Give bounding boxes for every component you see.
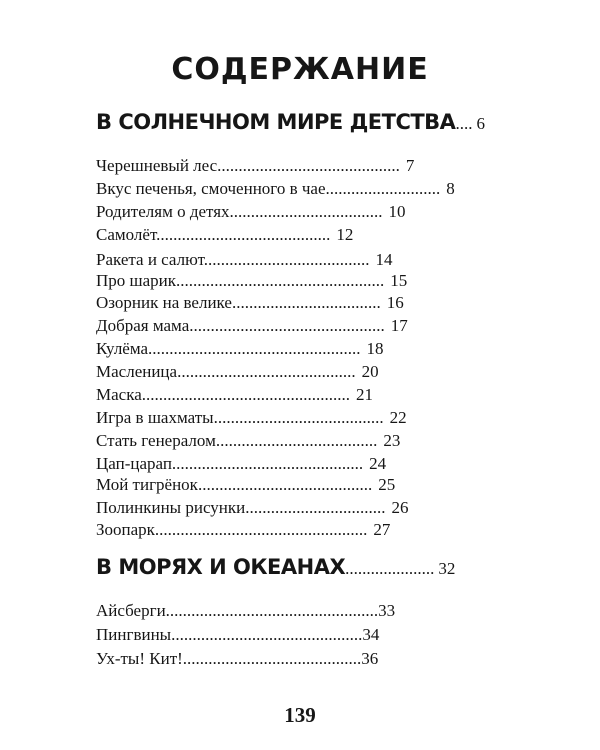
toc-entry[interactable]: [96, 201, 406, 223]
entry-page: 21: [356, 385, 374, 404]
dot-leader: .........................................: [156, 225, 331, 244]
toc-entry[interactable]: [96, 384, 373, 406]
entry-page: 33: [378, 601, 396, 620]
entry-page: 25: [378, 475, 396, 494]
entry-title: Пингвины: [96, 625, 172, 644]
entry-title: Зоопарк: [96, 520, 155, 539]
entry-page: 20: [361, 362, 379, 381]
section-page: 32: [438, 559, 456, 578]
toc-entry[interactable]: [96, 624, 379, 646]
toc-entry[interactable]: [96, 519, 390, 541]
entry-title: Ух-ты! Кит!: [96, 649, 183, 668]
toc-entry[interactable]: [96, 178, 455, 200]
dot-leader: .................................................: [176, 271, 385, 290]
entry-title: Мой тигрёнок: [96, 475, 198, 494]
entry-page: 8: [446, 179, 455, 198]
dot-leader: ..................................................: [148, 339, 361, 358]
entry-title: Черешневый лес: [96, 156, 218, 175]
entry-title: Вкус печенья, смоченного в чае: [96, 179, 326, 198]
dot-leader: .........................................: [197, 475, 373, 494]
dot-leader: ......................................: [215, 431, 378, 450]
entry-page: 14: [375, 250, 393, 269]
entry-title: Кулёма: [96, 339, 149, 358]
dot-leader: ....: [455, 114, 473, 133]
dot-leader: .....................: [345, 559, 435, 578]
entry-title: Самолёт: [96, 225, 157, 244]
dot-leader: ....................................: [229, 202, 383, 221]
dot-leader: ..................................................: [165, 601, 379, 620]
dot-leader: ........................................: [213, 408, 384, 427]
dot-leader: .............................................: [171, 454, 364, 473]
entry-title: Масленица: [96, 362, 178, 381]
section-title: В МОРЯХ И ОКЕАНАХ: [96, 555, 346, 579]
toc-entry[interactable]: [96, 315, 408, 337]
entry-page: 15: [390, 271, 408, 290]
entry-title: Озорник на велике: [96, 293, 232, 312]
entry-title: Родителям о детях: [96, 202, 230, 221]
toc-entry[interactable]: [96, 474, 395, 496]
entry-page: 34: [362, 625, 380, 644]
entry-title: Стать генералом: [96, 431, 216, 450]
dot-leader: ..................................................: [154, 520, 368, 539]
dot-leader: .............................................: [171, 625, 363, 644]
entry-page: 17: [390, 316, 408, 335]
dot-leader: .................................................: [141, 385, 351, 404]
entry-page: 22: [389, 408, 407, 427]
toc-entry[interactable]: [96, 155, 414, 177]
dot-leader: .................................: [245, 498, 386, 517]
page-title: СОДЕРЖАНИЕ: [171, 52, 429, 87]
page-number: 139: [284, 703, 316, 727]
entry-page: 23: [383, 431, 401, 450]
entry-page: 26: [391, 498, 409, 517]
section-title: В СОЛНЕЧНОМ МИРЕ ДЕТСТВА: [96, 110, 456, 134]
toc-entry[interactable]: [96, 224, 353, 246]
dot-leader: ..........................................: [177, 362, 356, 381]
entry-page: 24: [369, 454, 387, 473]
entry-page: 12: [336, 225, 354, 244]
entry-page: 27: [373, 520, 391, 539]
entry-title: Айсберги: [96, 601, 166, 620]
section-heading[interactable]: [96, 552, 455, 584]
entry-title: Полинкины рисунки: [96, 498, 246, 517]
toc-entry[interactable]: [96, 249, 392, 271]
dot-leader: .......................................: [203, 250, 370, 269]
toc-entry[interactable]: [96, 361, 379, 383]
toc-entry[interactable]: [96, 453, 386, 475]
entry-page: 18: [366, 339, 384, 358]
entry-title: Игра в шахматы: [96, 408, 214, 427]
section-page: 6: [476, 114, 485, 133]
section-heading[interactable]: [96, 107, 485, 139]
dot-leader: ..........................................: [182, 649, 362, 668]
dot-leader: ...........................: [325, 179, 441, 198]
entry-page: 7: [405, 156, 415, 175]
toc-entry[interactable]: [96, 407, 407, 429]
toc-entry[interactable]: [96, 600, 395, 622]
entry-title: Про шарик: [96, 271, 177, 290]
entry-title: Ракета и салют: [96, 250, 204, 269]
entry-title: Цап-царап: [96, 454, 172, 473]
dot-leader: ...........................................: [217, 156, 400, 175]
dot-leader: ..............................................: [189, 316, 385, 335]
toc-entry[interactable]: [96, 648, 378, 670]
dot-leader: ...................................: [231, 293, 381, 312]
toc-entry[interactable]: [96, 270, 407, 292]
entry-title: Маска: [96, 385, 142, 404]
entry-page: 36: [361, 649, 379, 668]
toc-entry[interactable]: [96, 430, 400, 452]
entry-page: 10: [388, 202, 406, 221]
toc-entry[interactable]: [96, 338, 384, 360]
toc-entry[interactable]: [96, 292, 404, 314]
entry-title: Добрая мама: [96, 316, 190, 335]
toc-entry[interactable]: [96, 497, 408, 519]
entry-page: 16: [386, 293, 404, 312]
